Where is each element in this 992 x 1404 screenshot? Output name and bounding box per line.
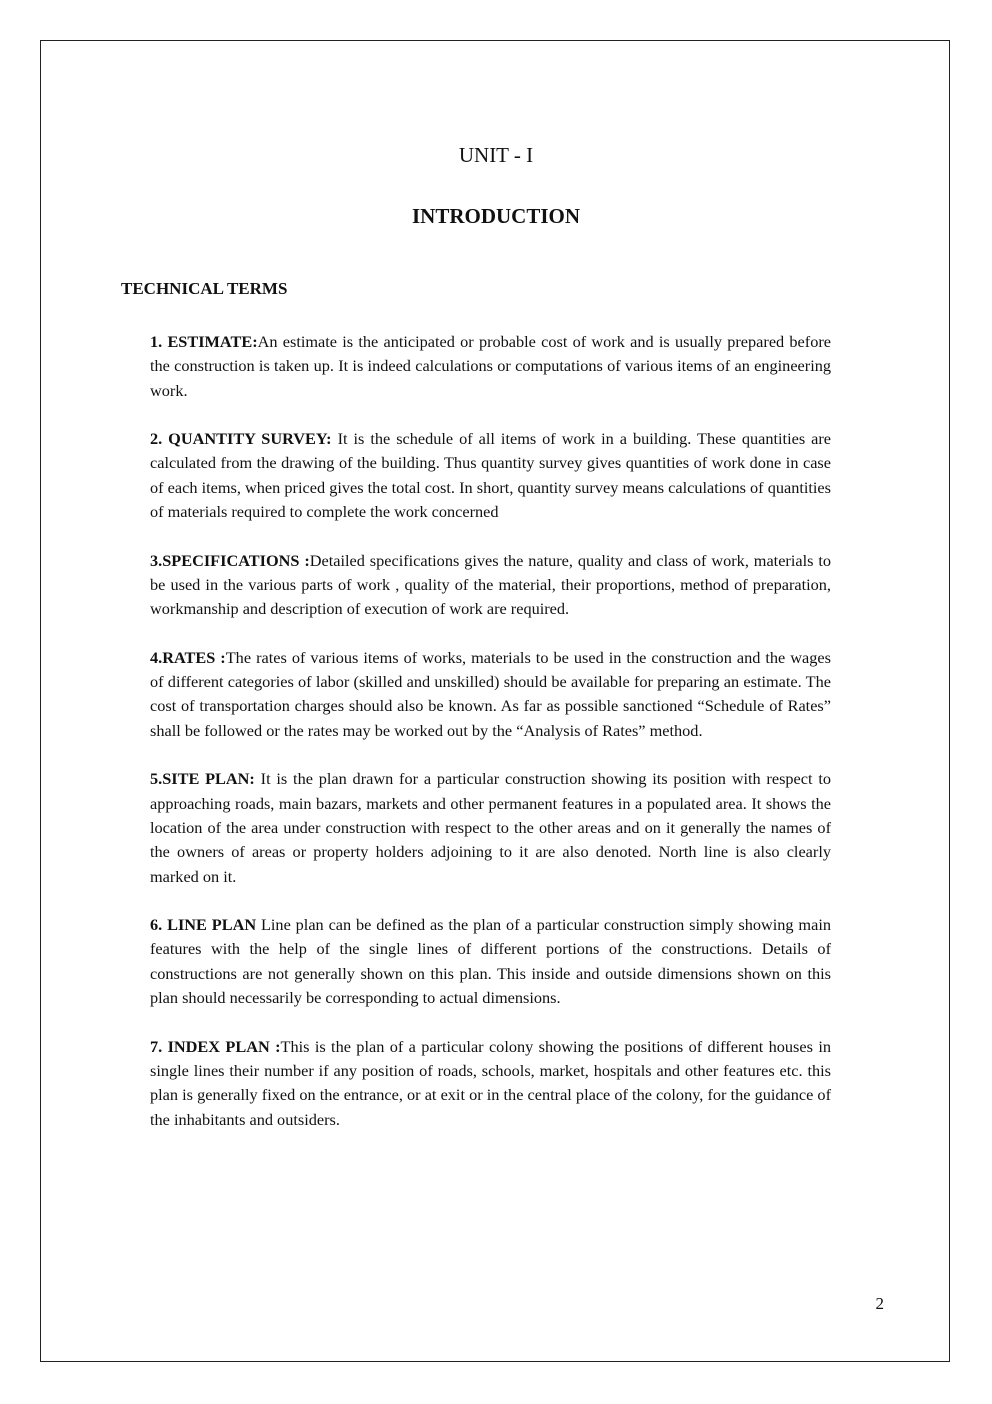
term-label: 3.SPECIFICATIONS :: [150, 550, 310, 570]
term-line-plan: [150, 913, 831, 1010]
term-quantity-survey: [150, 427, 831, 524]
term-text: The rates of various items of works, materials to be used in the construction and the wages of different categories of labor (skilled and unskilled) should be available for preparing an estimate. The cost of transportation charges should also be known. As far as possible sanctioned “Schedule of Rates” shall be followed or the rates may be worked out by the “Analysis of Rates” method.: [150, 647, 831, 740]
term-label: 6. LINE PLAN: [150, 915, 257, 935]
term-text: This is the plan of a particular colony showing the positions of different houses in single lines their number if any position of roads, schools, market, hospitals and other features etc. this plan is generally fixed on the entrance, or at exit or in the central place of the colony, for the guidance of the inhabitants and outsiders.: [150, 1036, 831, 1129]
term-site-plan: [150, 767, 831, 888]
term-label: 4.RATES :: [150, 647, 226, 667]
term-rates: [150, 646, 831, 743]
section-heading: TECHNICAL TERMS: [121, 279, 288, 298]
term-specifications: [150, 549, 831, 622]
terms-list: [150, 330, 831, 1156]
chapter-title: INTRODUCTION: [411, 204, 581, 228]
term-index-plan: [150, 1035, 831, 1132]
term-label: 2. QUANTITY SURVEY:: [150, 429, 332, 449]
term-label: 1. ESTIMATE:: [150, 332, 258, 351]
term-text: It is the schedule of all items of work in a building. These quantities are calculated from the drawing of the building. Thus quantity survey gives quantities of work done in case of each items, when priced gives the total cost. In short, quantity survey means calculations of quantities of materials required to complete the work concerned: [150, 429, 831, 522]
term-text: Detailed specifications gives the nature, quality and class of work, materials to be used in the various parts of work , quality of the material, their proportions, method of preparation, workmanship and description of execution of work are required.: [150, 550, 832, 619]
term-label: 5.SITE PLAN:: [150, 769, 255, 789]
term-text: An estimate is the anticipated or probable cost of work and is usually prepared before the construction is taken up. It is indeed calculations or computations of various items of an engineering work.: [150, 332, 831, 400]
term-text: It is the plan drawn for a particular construction showing its position with respect to approaching roads, main bazars, markets and other permanent features in a populated area. It shows the location of the area under construction with respect to the other areas and on it generally the names of the owners of areas or property holders adjoining to it are also denoted. North line is also clearly marked on it.: [150, 769, 831, 886]
page-number: 2: [875, 1294, 884, 1313]
unit-title: UNIT - I: [458, 143, 534, 167]
term-text: Line plan can be defined as the plan of a particular construction simply showing main features with the help of the single lines of different portions of the constructions. Details of constructions are not generally shown on this plan. This inside and outside dimensions shown on this plan should necessarily be corresponding to actual dimensions.: [150, 915, 831, 1008]
term-label: 7. INDEX PLAN :: [150, 1036, 281, 1056]
term-estimate: [150, 330, 831, 403]
